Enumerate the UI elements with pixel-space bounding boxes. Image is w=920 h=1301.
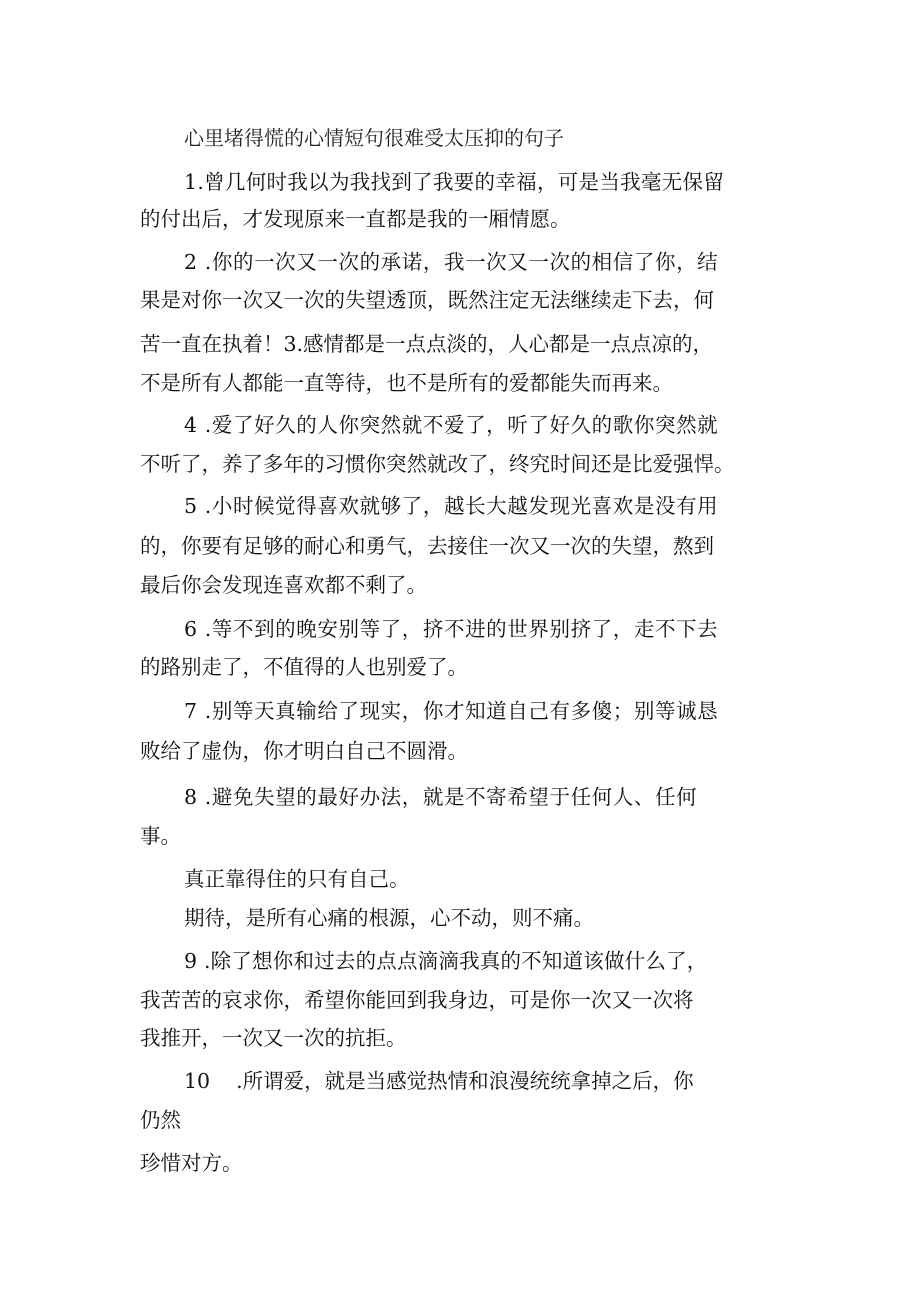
paragraph-line: 苦一直在执着！3.感情都是一点点淡的，人心都是一点点凉的， (140, 332, 714, 356)
paragraph-line: 败给了虚伪，你才明白自己不圆滑。 (140, 739, 468, 763)
paragraph-line: 我推开，一次又一次的抗拒。 (140, 1026, 407, 1050)
paragraph-line: 不是所有人都能一直等待，也不是所有的爱都能失而再来。 (140, 371, 673, 395)
paragraph-line: 最后你会发现连喜欢都不剩了。 (140, 573, 427, 597)
paragraph-line: 仍然 (140, 1108, 181, 1132)
paragraph-line: 的，你要有足够的耐心和勇气，去接住一次又一次的失望，熬到 (140, 534, 714, 558)
paragraph-line: 真正靠得住的只有自己。 (184, 867, 410, 891)
paragraph-line: 8 .避免失望的最好办法，就是不寄希望于任何人、任何 (184, 785, 698, 809)
paragraph-line: 我苦苦的哀求你，希望你能回到我身边，可是你一次又一次将 (140, 988, 694, 1012)
paragraph-line: 事。 (140, 824, 181, 848)
paragraph-line: 果是对你一次又一次的失望透顶，既然注定无法继续走下去，何 (140, 288, 714, 312)
paragraph-line: 2 .你的一次又一次的承诺，我一次又一次的相信了你，结 (184, 250, 719, 274)
paragraph-line: 1.曾几何时我以为我找到了我要的幸福，可是当我毫无保留 (184, 170, 725, 194)
paragraph-line: 的付出后，才发现原来一直都是我的一厢情愿。 (140, 207, 571, 231)
document-title: 心里堵得慌的心情短句很难受太压抑的句子 (184, 126, 564, 150)
paragraph-line: 10 .所谓爱，就是当感觉热情和浪漫统统拿掉之后，你 (184, 1069, 694, 1093)
paragraph-line: 不听了，养了多年的习惯你突然就改了，终究时间还是比爱强悍。 (140, 452, 735, 476)
paragraph-line: 4 .爱了好久的人你突然就不爱了，听了好久的歌你突然就 (184, 413, 719, 437)
paragraph-line: 珍惜对方。 (140, 1151, 243, 1175)
paragraph-line: 期待，是所有心痛的根源，心不动，则不痛。 (184, 906, 594, 930)
paragraph-line: 9 .除了想你和过去的点点滴滴我真的不知道该做什么了， (184, 949, 708, 973)
paragraph-line: 7 .别等天真输给了现实，你才知道自己有多傻；别等诚恳 (184, 699, 719, 723)
paragraph-line: 的路别走了，不值得的人也别爱了。 (140, 655, 468, 679)
paragraph-line: 5 .小时候觉得喜欢就够了，越长大越发现光喜欢是没有用 (184, 494, 719, 518)
paragraph-line: 6 .等不到的晚安别等了，挤不进的世界别挤了，走不下去 (184, 617, 719, 641)
